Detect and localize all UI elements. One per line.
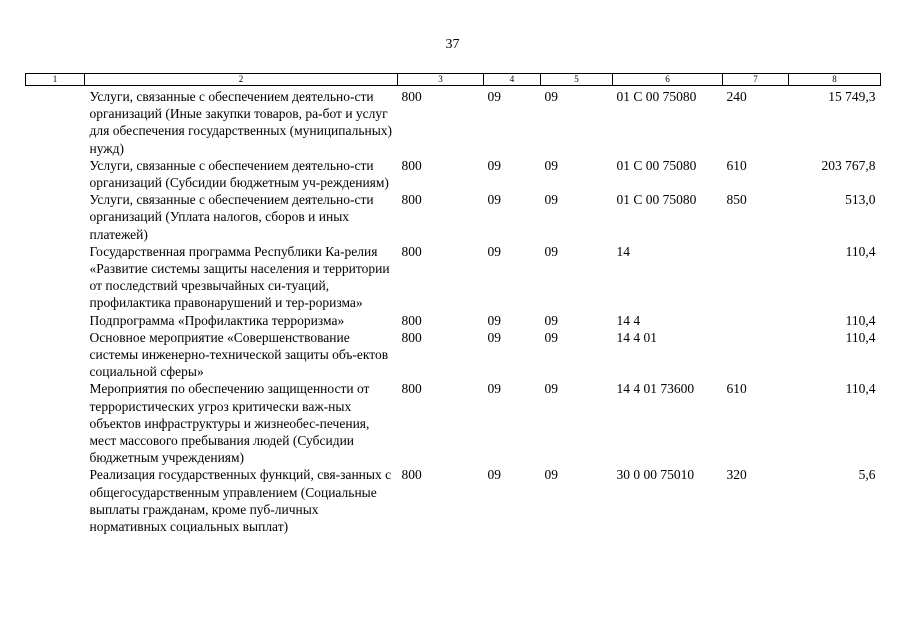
table-row (26, 312, 881, 329)
target-article-code: 01 С 00 75080 (616, 89, 697, 104)
section-code: 09 (487, 467, 501, 483)
column-number: 4 (484, 74, 541, 86)
expense-type-code: 240 (726, 89, 747, 104)
subsection-code: 09 (544, 243, 558, 259)
expense-name: Подпрограмма «Профилактика терроризма» (89, 312, 345, 328)
column-number: 5 (541, 74, 613, 86)
expense-type-code: 850 (726, 192, 747, 208)
expense-type-code: 320 (726, 467, 747, 483)
section-code: 09 (487, 157, 501, 173)
table-row (26, 191, 881, 243)
ministry-code: 800 (401, 89, 422, 104)
amount: 110,4 (845, 312, 876, 328)
subsection-code: 09 (544, 89, 558, 104)
amount: 110,4 (845, 381, 876, 397)
amount: 203 767,8 (821, 157, 876, 173)
expense-type-code: 610 (726, 381, 747, 397)
row-number-cell (26, 312, 85, 329)
section-code: 09 (487, 243, 501, 259)
subsection-code: 09 (544, 381, 558, 397)
target-article-code: 14 (616, 243, 630, 259)
ministry-code: 800 (401, 329, 422, 345)
section-code: 09 (487, 312, 501, 328)
amount: 15 749,3 (828, 89, 876, 104)
ministry-code: 800 (401, 192, 422, 208)
ministry-code: 800 (401, 467, 422, 483)
page-number: 37 (445, 37, 460, 52)
column-number: 8 (789, 74, 881, 86)
section-code: 09 (487, 381, 501, 397)
section-code: 09 (487, 329, 501, 345)
row-number-cell (26, 86, 85, 157)
table-row (26, 86, 881, 157)
amount: 513,0 (845, 192, 876, 208)
subsection-code: 09 (544, 467, 558, 483)
subsection-code: 09 (544, 157, 558, 173)
expense-name: Услуги, связанные с обеспечением деятельно-сти организаций (Субсидии бюджетным уч-реждениям) (89, 157, 389, 191)
subsection-code: 09 (544, 329, 558, 345)
column-number: 1 (26, 74, 85, 86)
row-number-cell (26, 380, 85, 466)
column-number: 3 (398, 74, 484, 86)
amount: 5,6 (858, 467, 876, 483)
expense-name: Мероприятия по обеспечению защищенности от террористических угроз критически важ-ных объектов инфраструктуры и жизнеобес-печения, мест массового пребывания людей (Субсидии бюджетным учреждениям) (89, 381, 370, 466)
table-row (26, 466, 881, 535)
amount: 110,4 (845, 243, 876, 259)
row-number-cell (26, 329, 85, 381)
section-code: 09 (487, 89, 501, 104)
expense-type-code (723, 312, 789, 329)
column-number: 2 (85, 74, 398, 86)
row-number-cell (26, 466, 85, 535)
expense-name: Реализация государственных функций, свя-занных с общегосударственным управлением (Социальные выплаты гражданам, кроме пуб-личных нормативных социальных выплат) (89, 467, 392, 535)
ministry-code: 800 (401, 243, 422, 259)
column-number: 7 (723, 74, 789, 86)
column-number-row (26, 74, 881, 86)
row-number-cell (26, 157, 85, 191)
expense-type-code (723, 243, 789, 312)
row-number-cell (26, 191, 85, 243)
subsection-code: 09 (544, 192, 558, 208)
target-article-code: 01 С 00 75080 (616, 192, 697, 208)
target-article-code: 14 4 (616, 312, 641, 328)
table-row (26, 329, 881, 381)
expense-name: Основное мероприятие «Совершенствование системы инженерно-технической защиты объ-ектов социальной сферы» (89, 329, 389, 380)
table-row (26, 380, 881, 466)
amount: 110,4 (845, 329, 876, 345)
expense-name: Государственная программа Республики Ка-релия «Развитие системы защиты населения и территории от последствий чрезвычайных си-туаций, профилактика правонарушений и тер-роризма» (89, 243, 390, 311)
section-code: 09 (487, 192, 501, 208)
target-article-code: 14 4 01 (616, 329, 657, 345)
column-number: 6 (613, 74, 723, 86)
ministry-code: 800 (401, 157, 422, 173)
budget-table (25, 73, 881, 535)
ministry-code: 800 (401, 381, 422, 397)
subsection-code: 09 (544, 312, 558, 328)
expense-type-code: 610 (726, 157, 747, 173)
target-article-code: 30 0 00 75010 (616, 467, 695, 483)
table-row (26, 243, 881, 312)
target-article-code: 14 4 01 73600 (616, 381, 695, 397)
table-row (26, 157, 881, 191)
expense-name: Услуги, связанные с обеспечением деятельно-сти организаций (Уплата налогов, сборов и иных платежей) (89, 192, 374, 242)
target-article-code: 01 С 00 75080 (616, 157, 697, 173)
row-number-cell (26, 243, 85, 312)
expense-name: Услуги, связанные с обеспечением деятельно-сти организаций (Иные закупки товаров, ра-бот и услуг для обеспечения государственных (муниципальных) нужд) (89, 89, 393, 156)
expense-type-code (723, 329, 789, 381)
ministry-code: 800 (401, 312, 422, 328)
